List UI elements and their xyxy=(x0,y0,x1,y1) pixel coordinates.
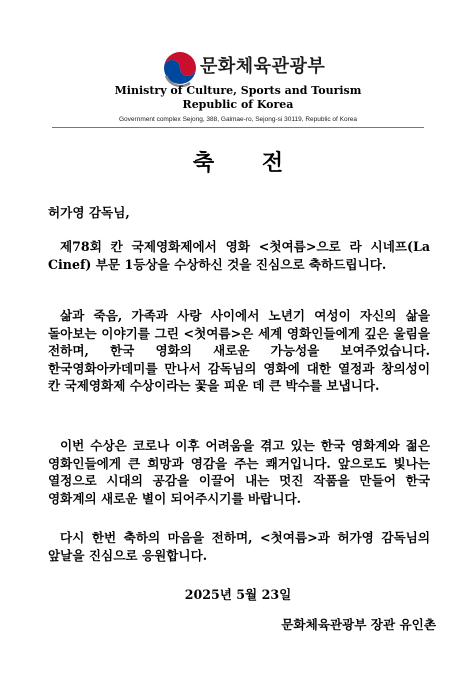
letter-paragraph-3: 이번 수상은 코로나 이후 어려움을 겪고 있는 한국 영화계와 젊은 영화인들에게 큰 희망과 영감을 주는 쾌거입니다. 앞으로도 빛나는 열정으로 시대의 공감을 이끌어 내는 멋진 작품을 만들어 한국 영화계의 새로운 별이 되어주시기를 바랍니다. xyxy=(48,438,430,506)
letter-date: 2025년 5월 23일 xyxy=(184,587,292,602)
letter-greeting: 허가영 감독님, xyxy=(48,205,130,220)
letter-signature: 문화체육관광부 장관 유인촌 xyxy=(281,617,436,632)
letter-title: 축 전 xyxy=(192,150,304,176)
ministry-country-en: Republic of Korea xyxy=(182,98,294,111)
ministry-name-en: Ministry of Culture, Sports and Tourism xyxy=(114,84,362,97)
letter-paragraph-1: 제78회 칸 국제영화제에서 영화 <첫여름>으로 라 시네프(La Cinef) 부문 1등상을 수상하신 것을 진심으로 축하드립니다. xyxy=(48,239,430,272)
header-divider xyxy=(52,127,424,128)
ministry-address: Government complex Sejong, 388, Galmae-ro, Sejong-si 30119, Republic of Korea xyxy=(119,116,357,123)
ministry-name-ko: 문화체육관광부 xyxy=(200,56,326,77)
taegeuk-emblem-icon xyxy=(160,48,200,88)
letter-paragraph-2: 삶과 죽음, 가족과 사랑 사이에서 노년기 여성이 자신의 삶을 돌아보는 이야기를 그린 <첫여름>은 세계 영화인들에게 깊은 울림을 전하며, 한국 영화의 새로운 가능성을 보여주었습니다. 한국영화아카데미를 만나서 감독님의 영화에 대한 열정과 창의성이 칸 국제영화제 수상이라는 꽃을 피운 데 큰 박수를 보냅니다. xyxy=(48,308,430,393)
letter-paragraph-4: 다시 한번 축하의 마음을 전하며, <첫여름>과 허가영 감독님의 앞날을 진심으로 응원합니다. xyxy=(48,530,430,563)
